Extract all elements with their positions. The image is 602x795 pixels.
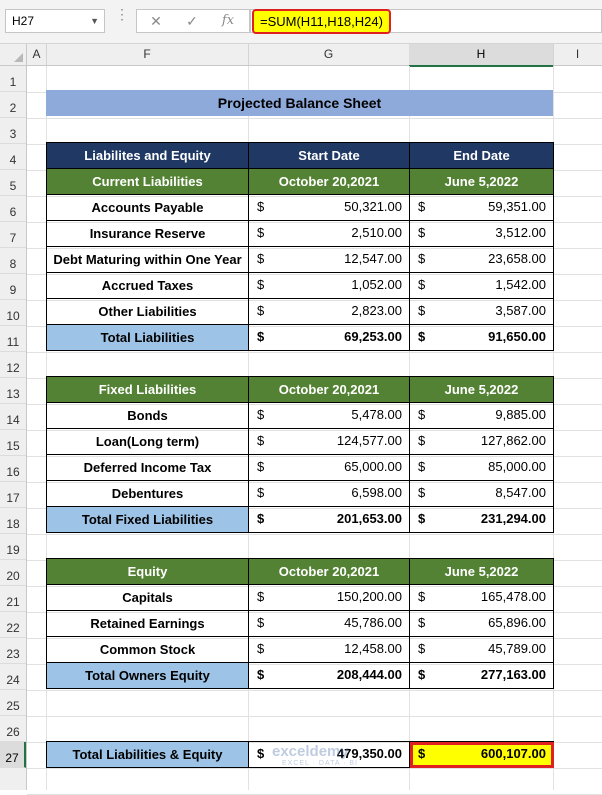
watermark-brand: exceldemy: [272, 743, 349, 760]
start-date-cell-value: 2,823.00: [351, 303, 402, 318]
currency-symbol: $: [418, 746, 426, 761]
grand-total-label[interactable]: Total Liabilities & Equity: [47, 742, 249, 768]
end-date-cell[interactable]: [410, 507, 554, 533]
total-row: [47, 663, 554, 689]
currency-symbol: $: [257, 615, 265, 630]
currency-symbol: $: [418, 641, 426, 656]
start-date-cell[interactable]: [249, 429, 410, 455]
formula-text[interactable]: =SUM(H11,H18,H24): [252, 9, 391, 34]
table-row: [47, 429, 554, 455]
table-row: [47, 273, 554, 299]
start-date-cell[interactable]: [249, 221, 410, 247]
end-date-cell[interactable]: [410, 611, 554, 637]
row-header-26[interactable]: 26: [0, 716, 26, 742]
current-liabilities-table: [46, 142, 554, 351]
table-row: [47, 637, 554, 663]
start-date-cell-value: 65,000.00: [344, 459, 402, 474]
gridline: [27, 690, 602, 691]
name-box-value: H27: [12, 14, 35, 28]
currency-symbol: $: [257, 433, 265, 448]
select-all-button[interactable]: [0, 44, 27, 65]
section-end[interactable]: June 5,2022: [410, 169, 554, 195]
start-date-cell-value: 208,444.00: [336, 667, 402, 682]
start-date-cell-value: 2,510.00: [351, 225, 402, 240]
row-label[interactable]: Capitals: [47, 585, 249, 611]
currency-symbol: $: [257, 407, 265, 422]
currency-symbol: $: [257, 589, 265, 604]
table-row: [47, 299, 554, 325]
currency-symbol: $: [257, 225, 265, 240]
start-date-cell[interactable]: [249, 273, 410, 299]
section-heading[interactable]: Current Liabilities: [47, 169, 249, 195]
exceldemy-watermark: [258, 744, 378, 768]
row-header-22[interactable]: 22: [0, 612, 26, 638]
row-header-2[interactable]: 2: [0, 92, 26, 118]
table-row: [47, 247, 554, 273]
row-header-11[interactable]: 11: [0, 326, 26, 352]
gridline: [27, 534, 602, 535]
end-date-cell[interactable]: [410, 195, 554, 221]
end-date-cell[interactable]: [410, 403, 554, 429]
start-date-cell[interactable]: [249, 455, 410, 481]
section-end[interactable]: June 5,2022: [410, 559, 554, 585]
section-end[interactable]: June 5,2022: [410, 377, 554, 403]
start-date-cell-value: 6,598.00: [351, 485, 402, 500]
row-header-23[interactable]: 23: [0, 638, 26, 664]
row-label[interactable]: Bonds: [47, 403, 249, 429]
end-date-cell[interactable]: [410, 273, 554, 299]
currency-symbol: $: [418, 459, 426, 474]
end-date-cell[interactable]: [410, 585, 554, 611]
end-date-cell-value: 3,587.00: [495, 303, 546, 318]
currency-symbol: $: [418, 407, 426, 422]
row-label[interactable]: Common Stock: [47, 637, 249, 663]
column-header-f[interactable]: F: [46, 44, 249, 65]
currency-symbol: $: [418, 251, 426, 266]
row-label[interactable]: Deferred Income Tax: [47, 455, 249, 481]
equity-table: [46, 558, 554, 689]
end-date-cell-value: 165,478.00: [480, 589, 546, 604]
currency-symbol: $: [257, 277, 265, 292]
start-date-cell[interactable]: [249, 637, 410, 663]
row-header-4[interactable]: 4: [0, 144, 26, 170]
currency-symbol: $: [257, 746, 265, 761]
start-date-cell-value: 201,653.00: [336, 511, 402, 526]
column-headers: [0, 44, 602, 66]
start-date-cell[interactable]: [249, 403, 410, 429]
row-label[interactable]: Accounts Payable: [47, 195, 249, 221]
currency-symbol: $: [257, 199, 265, 214]
total-label[interactable]: Total Owners Equity: [47, 663, 249, 689]
fixed-liabilities-table: [46, 376, 554, 533]
row-header-24[interactable]: 24: [0, 664, 26, 690]
currency-symbol: $: [257, 641, 265, 656]
header-start[interactable]: Start Date: [249, 143, 410, 169]
start-date-cell-value: 50,321.00: [344, 199, 402, 214]
row-header-5[interactable]: 5: [0, 170, 26, 196]
end-date-cell[interactable]: [410, 455, 554, 481]
section-start[interactable]: October 20,2021: [249, 377, 410, 403]
currency-symbol: $: [418, 667, 426, 682]
row-header-18[interactable]: 18: [0, 508, 26, 534]
end-date-cell[interactable]: [410, 221, 554, 247]
row-header-7[interactable]: 7: [0, 222, 26, 248]
row-label[interactable]: Other Liabilities: [47, 299, 249, 325]
header-end[interactable]: End Date: [410, 143, 554, 169]
table-row: [47, 585, 554, 611]
start-date-cell[interactable]: [249, 481, 410, 507]
total-row: [47, 325, 554, 351]
end-date-cell-value: 8,547.00: [495, 485, 546, 500]
end-date-cell[interactable]: [410, 637, 554, 663]
row-label[interactable]: Debentures: [47, 481, 249, 507]
enter-icon[interactable]: ✓: [186, 13, 198, 29]
section-heading-row: [47, 377, 554, 403]
start-date-cell[interactable]: [249, 663, 410, 689]
row-label[interactable]: Accrued Taxes: [47, 273, 249, 299]
row-header-17[interactable]: 17: [0, 482, 26, 508]
section-heading[interactable]: Fixed Liabilities: [47, 377, 249, 403]
start-date-cell[interactable]: [249, 585, 410, 611]
row-label[interactable]: Insurance Reserve: [47, 221, 249, 247]
row-header-14[interactable]: 14: [0, 404, 26, 430]
currency-symbol: $: [418, 225, 426, 240]
start-date-cell-value: 124,577.00: [336, 433, 402, 448]
row-header-20[interactable]: 20: [0, 560, 26, 586]
currency-symbol: $: [257, 485, 265, 500]
end-date-cell[interactable]: [410, 325, 554, 351]
gridline: [27, 768, 602, 769]
currency-symbol: $: [418, 615, 426, 630]
column-header-i[interactable]: I: [575, 47, 580, 61]
end-date-cell-value: 85,000.00: [488, 459, 546, 474]
currency-symbol: $: [257, 303, 265, 318]
end-date-cell-value: 65,896.00: [488, 615, 546, 630]
start-date-cell[interactable]: [249, 195, 410, 221]
row-header-9[interactable]: 9: [0, 274, 26, 300]
row-header-15[interactable]: 15: [0, 430, 26, 456]
row-header-1[interactable]: 1: [0, 66, 26, 92]
grand-total-end-value: 600,107.00: [480, 746, 546, 761]
row-header-27[interactable]: 27: [0, 742, 26, 768]
row-header-13[interactable]: 13: [0, 378, 26, 404]
table-row: [47, 455, 554, 481]
start-date-cell-value: 45,786.00: [344, 615, 402, 630]
end-date-cell-value: 127,862.00: [480, 433, 546, 448]
end-date-cell[interactable]: [410, 429, 554, 455]
column-header-h[interactable]: H: [409, 44, 554, 67]
end-date-cell-value: 91,650.00: [488, 329, 546, 344]
end-date-cell-value: 277,163.00: [480, 667, 546, 682]
grand-total-start-value: 479,350.00: [336, 746, 402, 761]
name-box[interactable]: [5, 9, 105, 33]
start-date-cell-value: 150,200.00: [336, 589, 402, 604]
more-options-icon[interactable]: ⋮: [115, 6, 129, 22]
gridline: [27, 716, 602, 717]
gridline: [27, 352, 602, 353]
currency-symbol: $: [257, 251, 265, 266]
header-label[interactable]: Liabilites and Equity: [47, 143, 249, 169]
grand-total-end-selected-cell[interactable]: [410, 742, 554, 768]
table-row: [47, 481, 554, 507]
start-date-cell[interactable]: [249, 247, 410, 273]
start-date-cell-value: 12,458.00: [344, 641, 402, 656]
currency-symbol: $: [418, 589, 426, 604]
end-date-cell[interactable]: [410, 247, 554, 273]
row-header-16[interactable]: 16: [0, 456, 26, 482]
row-header-21[interactable]: 21: [0, 586, 26, 612]
column-header-g[interactable]: G: [248, 44, 410, 65]
currency-symbol: $: [257, 329, 265, 344]
chevron-down-icon[interactable]: ▼: [90, 16, 99, 26]
end-date-cell-value: 45,789.00: [488, 641, 546, 656]
row-label[interactable]: Loan(Long term): [47, 429, 249, 455]
watermark-tagline: EXCEL · DATA · BI: [282, 760, 358, 767]
currency-symbol: $: [257, 667, 265, 682]
cancel-icon[interactable]: ✕: [150, 13, 162, 29]
end-date-cell-value: 59,351.00: [488, 199, 546, 214]
table-row: [47, 403, 554, 429]
end-date-cell-value: 23,658.00: [488, 251, 546, 266]
insert-function-icon[interactable]: fx: [221, 13, 235, 28]
row-header-3[interactable]: 3: [0, 118, 26, 144]
currency-symbol: $: [418, 485, 426, 500]
start-date-cell[interactable]: [249, 299, 410, 325]
end-date-cell-value: 3,512.00: [495, 225, 546, 240]
section-start[interactable]: October 20,2021: [249, 559, 410, 585]
start-date-cell-value: 69,253.00: [344, 329, 402, 344]
end-date-cell-value: 9,885.00: [495, 407, 546, 422]
row-label[interactable]: Retained Earnings: [47, 611, 249, 637]
row-label[interactable]: Debt Maturing within One Year: [47, 247, 249, 273]
row-header-8[interactable]: 8: [0, 248, 26, 274]
page-title: Projected Balance Sheet: [46, 90, 553, 116]
end-date-cell-value: 1,542.00: [495, 277, 546, 292]
start-date-cell-value: 12,547.00: [344, 251, 402, 266]
start-date-cell[interactable]: [249, 611, 410, 637]
row-headers: [0, 66, 27, 790]
table-header-row: [47, 143, 554, 169]
start-date-cell[interactable]: [249, 507, 410, 533]
start-date-cell[interactable]: [249, 325, 410, 351]
table-row: [47, 195, 554, 221]
formula-buttons: [136, 9, 250, 33]
currency-symbol: $: [418, 277, 426, 292]
currency-symbol: $: [418, 329, 426, 344]
section-heading-row: [47, 169, 554, 195]
currency-symbol: $: [418, 303, 426, 318]
row-header-25[interactable]: 25: [0, 690, 26, 716]
currency-symbol: $: [418, 511, 426, 526]
row-header-10[interactable]: 10: [0, 300, 26, 326]
row-header-19[interactable]: 19: [0, 534, 26, 560]
start-date-cell-value: 5,478.00: [351, 407, 402, 422]
table-row: [47, 611, 554, 637]
end-date-cell[interactable]: [410, 481, 554, 507]
column-header-a[interactable]: A: [27, 44, 47, 65]
total-label[interactable]: Total Fixed Liabilities: [47, 507, 249, 533]
section-heading[interactable]: Equity: [47, 559, 249, 585]
end-date-cell-value: 231,294.00: [480, 511, 546, 526]
currency-symbol: $: [418, 433, 426, 448]
currency-symbol: $: [257, 511, 265, 526]
section-start[interactable]: October 20,2021: [249, 169, 410, 195]
end-date-cell[interactable]: [410, 663, 554, 689]
total-row: [47, 507, 554, 533]
section-heading-row: [47, 559, 554, 585]
end-date-cell[interactable]: [410, 299, 554, 325]
gridline: [27, 118, 602, 119]
table-row: [47, 221, 554, 247]
row-header-12[interactable]: 12: [0, 352, 26, 378]
row-header-6[interactable]: 6: [0, 196, 26, 222]
currency-symbol: $: [257, 459, 265, 474]
start-date-cell-value: 1,052.00: [351, 277, 402, 292]
currency-symbol: $: [418, 199, 426, 214]
total-label[interactable]: Total Liabilities: [47, 325, 249, 351]
